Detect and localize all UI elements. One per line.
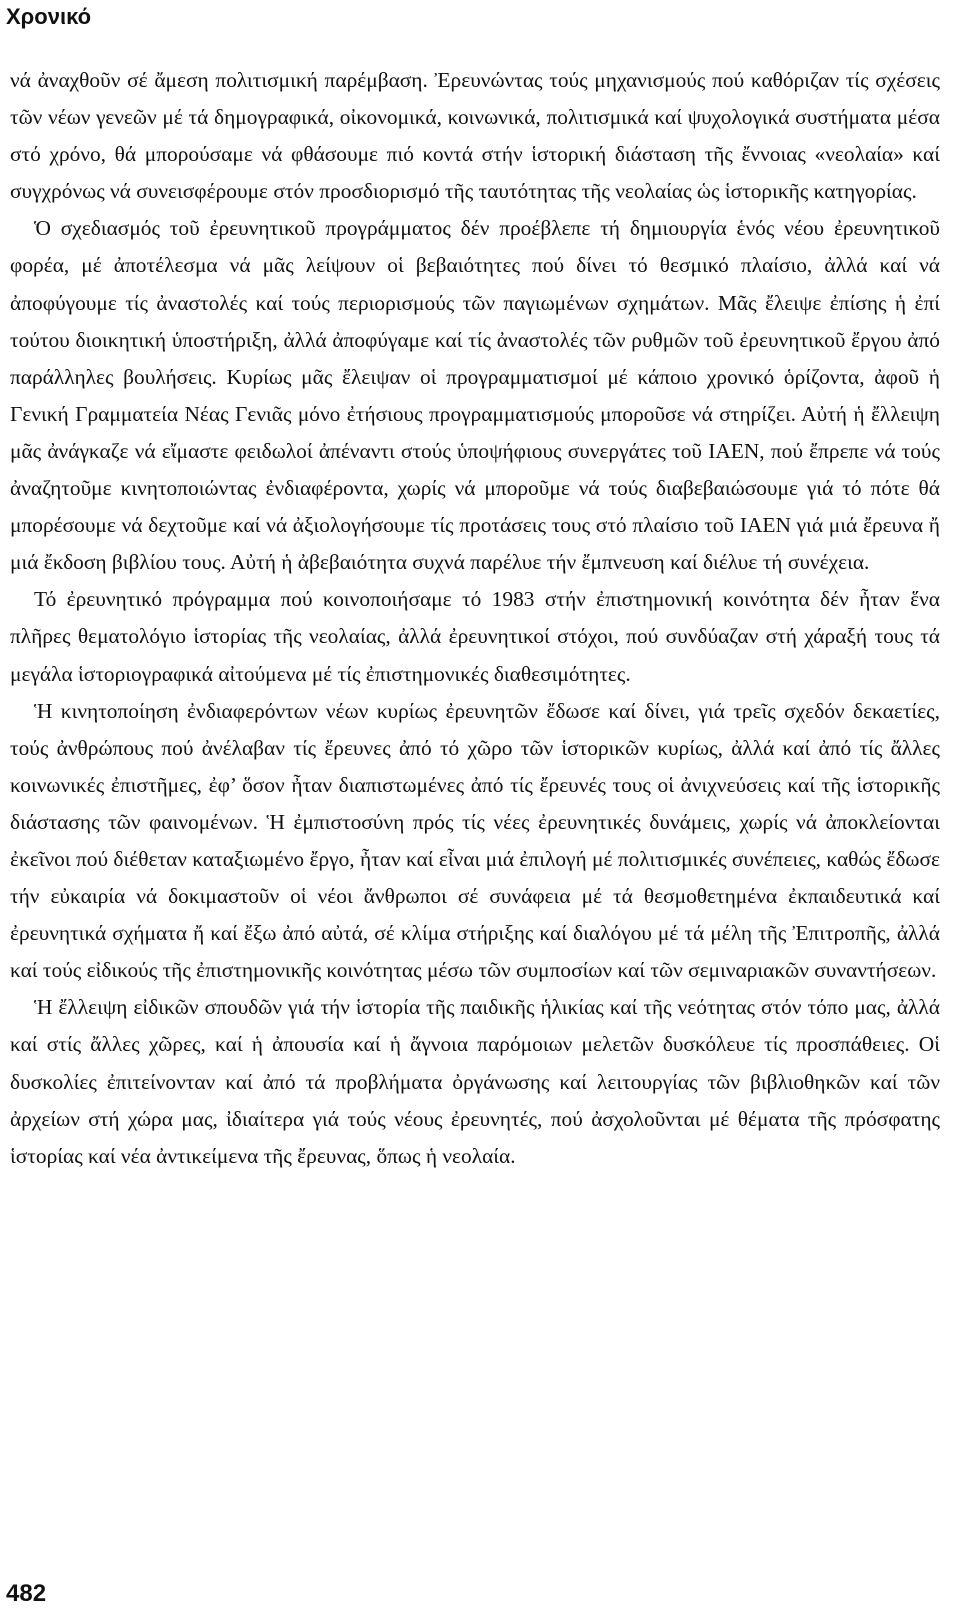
paragraph-4: Ἡ κινητοποίηση ἐνδιαφερόντων νέων κυρίως ἐρευνητῶν ἔδωσε καί δίνει, γιά τρεῖς σχεδόν δεκαετίες, τούς ἀνθρώπους πού ἀνέλαβαν τίς ἔρευνες ἀπό τό χῶρο τῶν ἱστορικῶν κυρίως, ἀλλά καί ἀπό τίς ἄλλες κοινωνικές ἐπιστῆμες, ἐφ’ ὅσον ἦταν διαπιστωμένες ἀπό τίς ἔρευνές τους οἱ ἀνιχνεύσεις καί τῆς ἱστορικῆς διάστασης τῶν φαινομένων. Ἡ ἐμπιστοσύνη πρός τίς νέες ἐρευνητικές δυνάμεις, χωρίς νά ἀποκλείονται ἐκεῖνοι πού διέθεταν καταξιωμένο ἔργο, ἦταν καί εἶναι μιά ἐπιλογή μέ πολιτισμικές συνέπειες, καθώς ἔδωσε τήν εὐκαιρία νά δοκιμαστοῦν οἱ νέοι ἄνθρωποι σέ συνάφεια μέ τά θεσμοθετημένα ἐκπαιδευτικά καί ἐρευνητικά σχήματα ἤ καί ἔξω ἀπό αὐτά, σέ κλίμα στήριξης καί διαλόγου μέ τά μέλη τῆς Ἐπιτροπῆς, ἀλλά καί τούς εἰδικούς τῆς ἐπιστημονικῆς κοινότητας μέσω τῶν συμποσίων καί τῶν σεμιναριακῶν συναντήσεων.: [10, 698, 940, 983]
paragraph-1: νά ἀναχθοῦν σέ ἄμεση πολιτισμική παρέμβαση. Ἐρευνώντας τούς μηχανισμούς πού καθόριζαν τίς σχέσεις τῶν νέων γενεῶν μέ τά δημογραφικά, οἰκονομικά, κοινωνικά, πολιτισμικά καί ψυχολογικά συστήματα μέσα στό χρόνο, θά μπορούσαμε νά φθάσουμε πιό κοντά στήν ἱστορική διάσταση τῆς ἔννοιας «νεολαία» καί συγχρόνως νά συνεισφέρουμε στόν προσδιορισμό τῆς ταυτότητας τῆς νεολαίας ὡς ἱστορικῆς κατηγορίας.: [10, 68, 940, 204]
paragraph-3: Τό ἐρευνητικό πρόγραμμα πού κοινοποιήσαμε τό 1983 στήν ἐπιστημονική κοινότητα δέν ἦταν ἕνα πλῆρες θεματολόγιο ἱστορίας τῆς νεολαίας, ἀλλά ἐρευνητικοί στόχοι, πού συνδύαζαν στή χάραξή τους τά μεγάλα ἱστοριογραφικά αἰτούμενα μέ τίς ἐπιστημονικές διαθεσιμότητες.: [10, 587, 940, 686]
paragraph-2: Ὁ σχεδιασμός τοῦ ἐρευνητικοῦ προγράμματος δέν προέβλεπε τή δημιουργία ἑνός νέου ἐρευνητικοῦ φορέα, μέ ἀποτέλεσμα νά μᾶς λείψουν οἱ βεβαιότητες πού δίνει τό θεσμικό πλαίσιο, ἀλλά καί νά ἀποφύγουμε τίς ἀναστολές καί τούς περιορισμούς τῶν παγιωμένων σχημάτων. Μᾶς ἔλειψε ἐπίσης ἡ ἐπί τούτου διοικητική ὑποστήριξη, ἀλλά ἀποφύγαμε καί τίς ἀναστολές τῶν ρυθμῶν τοῦ ἐρευνητικοῦ ἔργου ἀπό παράλληλες βουλήσεις. Κυρίως μᾶς ἔλειψαν οἱ προγραμματισμοί μέ κάποιο χρονικό ὁρίζοντα, ἀφοῦ ἡ Γενική Γραμματεία Νέας Γενιᾶς μόνο ἐτήσιους προγραμματισμούς μποροῦσε νά στηρίζει. Αὐτή ἡ ἔλλειψη μᾶς ἀνάγκαζε νά εἴμαστε φειδωλοί ἀπέναντι στούς ὑποψήφιους συνεργάτες τοῦ ΙΑΕΝ, πού ἔπρεπε νά τούς ἀναζητοῦμε κινητοποιώντας ἐνδιαφέροντα, χωρίς νά μποροῦμε νά τούς διαβεβαιώσουμε γιά τό πότε θά μπορέσουμε νά δεχτοῦμε καί νά ἀξιολογήσουμε τίς προτάσεις τους στό πλαίσιο τοῦ ΙΑΕΝ γιά μιά ἔρευνα ἤ μιά ἔκδοση βιβλίου τους. Αὐτή ἡ ἀβεβαιότητα συχνά παρέλυε τήν ἔμπνευση καί διέλυε τή συνέχεια.: [10, 216, 940, 575]
paragraph-5: Ἡ ἔλλειψη εἰδικῶν σπουδῶν γιά τήν ἱστορία τῆς παιδικῆς ἡλικίας καί τῆς νεότητας στόν τόπο μας, ἀλλά καί στίς ἄλλες χῶρες, καί ἡ ἀπουσία καί ἡ ἄγνοια παρόμοιων μελετῶν δυσκόλευε τίς προσπάθειες. Οἱ δυσκολίες ἐπιτείνονταν καί ἀπό τά προβλήματα ὀργάνωσης καί λειτουργίας τῶν βιβλιοθηκῶν καί τῶν ἀρχείων στή χώρα μας, ἰδιαίτερα γιά τούς νέους ἐρευνητές, πού ἀσχολοῦνται μέ θέματα τῆς πρόσφατης ἱστορίας καί νέα ἀντικείμενα τῆς ἔρευνας, ὅπως ἡ νεολαία.: [10, 995, 940, 1168]
body-text: [10, 62, 940, 1175]
running-header-title: Χρονικό: [6, 4, 92, 29]
page-number: 482: [6, 1580, 47, 1607]
